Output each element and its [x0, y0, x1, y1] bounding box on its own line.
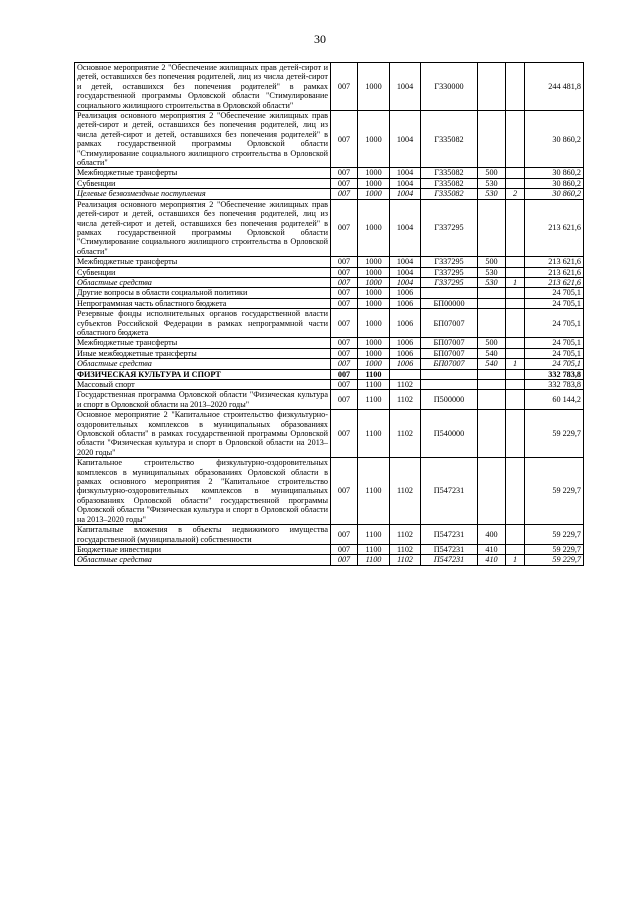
- target-article-code: П547231: [421, 555, 478, 565]
- subsection-code: 1102: [390, 458, 421, 525]
- funding-source-code: [506, 410, 525, 458]
- section-code: 1000: [358, 309, 390, 338]
- table-row: [75, 544, 584, 554]
- expense-type-code: 500: [478, 257, 506, 267]
- subsection-code: 1004: [390, 189, 421, 199]
- expense-type-code: [478, 111, 506, 168]
- funding-source-code: [506, 544, 525, 554]
- section-code: 1100: [358, 458, 390, 525]
- section-code: 1000: [358, 257, 390, 267]
- row-name: Массовый спорт: [75, 380, 331, 390]
- ved-code: 007: [331, 359, 358, 369]
- table-row: [75, 257, 584, 267]
- amount: 24 705,1: [525, 309, 584, 338]
- row-name: Целевые безвозмездные поступления: [75, 189, 331, 199]
- section-code: 1000: [358, 338, 390, 348]
- funding-source-code: [506, 168, 525, 178]
- ved-code: 007: [331, 458, 358, 525]
- amount: 59 229,7: [525, 458, 584, 525]
- row-name: Резервные фонды исполнительных органов государственной власти субъектов Российской Федерации в рамках непрограммной части областного бюджета: [75, 309, 331, 338]
- table-row: [75, 458, 584, 525]
- target-article-code: П540000: [421, 410, 478, 458]
- section-code: 1000: [358, 63, 390, 111]
- expense-type-code: 530: [478, 178, 506, 188]
- expense-type-code: [478, 309, 506, 338]
- amount: 213 621,6: [525, 267, 584, 277]
- funding-source-code: [506, 525, 525, 545]
- ved-code: 007: [331, 288, 358, 298]
- row-name: Областные средства: [75, 277, 331, 287]
- amount: 30 860,2: [525, 168, 584, 178]
- row-name: Субвенции: [75, 178, 331, 188]
- section-code: 1100: [358, 369, 390, 379]
- ved-code: 007: [331, 257, 358, 267]
- expense-type-code: 400: [478, 525, 506, 545]
- row-name: Областные средства: [75, 555, 331, 565]
- target-article-code: П547231: [421, 458, 478, 525]
- expense-type-code: 500: [478, 168, 506, 178]
- table-row: [75, 178, 584, 188]
- subsection-code: 1004: [390, 199, 421, 256]
- subsection-code: 1006: [390, 338, 421, 348]
- expense-type-code: 500: [478, 338, 506, 348]
- expense-type-code: [478, 288, 506, 298]
- subsection-code: 1004: [390, 63, 421, 111]
- section-code: 1000: [358, 111, 390, 168]
- ved-code: 007: [331, 298, 358, 308]
- expense-type-code: [478, 63, 506, 111]
- target-article-code: Г337295: [421, 277, 478, 287]
- section-code: 1000: [358, 267, 390, 277]
- ved-code: 007: [331, 309, 358, 338]
- ved-code: 007: [331, 369, 358, 379]
- funding-source-code: [506, 298, 525, 308]
- row-name: Межбюджетные трансферты: [75, 338, 331, 348]
- expense-type-code: [478, 199, 506, 256]
- section-code: 1000: [358, 168, 390, 178]
- ved-code: 007: [331, 555, 358, 565]
- funding-source-code: [506, 111, 525, 168]
- subsection-code: [390, 369, 421, 379]
- row-name: Межбюджетные трансферты: [75, 257, 331, 267]
- funding-source-code: [506, 348, 525, 358]
- section-code: 1100: [358, 390, 390, 410]
- ved-code: 007: [331, 525, 358, 545]
- table-row: [75, 380, 584, 390]
- table-row: [75, 359, 584, 369]
- target-article-code: П500000: [421, 390, 478, 410]
- ved-code: 007: [331, 380, 358, 390]
- expense-type-code: 530: [478, 189, 506, 199]
- ved-code: 007: [331, 267, 358, 277]
- amount: 332 783,8: [525, 380, 584, 390]
- table-row: [75, 369, 584, 379]
- row-name: ФИЗИЧЕСКАЯ КУЛЬТУРА И СПОРТ: [75, 369, 331, 379]
- funding-source-code: 2: [506, 189, 525, 199]
- target-article-code: Г335082: [421, 168, 478, 178]
- row-name: Реализация основного мероприятия 2 "Обеспечение жилищных прав детей-сирот и детей, оставшихся без попечения родителей, лиц из числа детей-сирот и детей, оставшихся без попечения родителей" в рамках государственной программы Орловской области "Стимулирование социального жилищного строительства в Орловской области": [75, 111, 331, 168]
- funding-source-code: [506, 458, 525, 525]
- subsection-code: 1006: [390, 309, 421, 338]
- amount: 24 705,1: [525, 338, 584, 348]
- amount: 59 229,7: [525, 525, 584, 545]
- subsection-code: 1102: [390, 410, 421, 458]
- funding-source-code: [506, 309, 525, 338]
- table-row: [75, 199, 584, 256]
- table-row: [75, 63, 584, 111]
- section-code: 1000: [358, 189, 390, 199]
- target-article-code: Г337295: [421, 199, 478, 256]
- target-article-code: БП00000: [421, 298, 478, 308]
- subsection-code: 1102: [390, 525, 421, 545]
- target-article-code: [421, 369, 478, 379]
- expense-type-code: [478, 369, 506, 379]
- section-code: 1000: [358, 178, 390, 188]
- row-name: Капитальное строительство физкультурно-оздоровительных комплексов в муниципальных образованиях Орловской области в рамках основного мероприятия 2 "Капитальное строительство физкультурно-оздоровительных комплексов в муниципальных образованиях Орловской области" государственной программы Орловской области "Физическая культура и спорт в Орловской области на 2013–2020 годы": [75, 458, 331, 525]
- subsection-code: 1006: [390, 288, 421, 298]
- target-article-code: Г330000: [421, 63, 478, 111]
- amount: 213 621,6: [525, 257, 584, 267]
- amount: 59 229,7: [525, 410, 584, 458]
- subsection-code: 1102: [390, 380, 421, 390]
- funding-source-code: [506, 369, 525, 379]
- amount: 30 860,2: [525, 189, 584, 199]
- amount: 59 229,7: [525, 544, 584, 554]
- row-name: Субвенции: [75, 267, 331, 277]
- funding-source-code: [506, 257, 525, 267]
- row-name: Основное мероприятие 2 "Капитальное строительство физкультурно-оздоровительных комплексов в муниципальных образованиях Орловской области" в рамках государственной программы Орловской области "Физическая культура и спорт в Орловской области на 2013–2020 годы": [75, 410, 331, 458]
- subsection-code: 1004: [390, 178, 421, 188]
- ved-code: 007: [331, 348, 358, 358]
- section-code: 1000: [358, 199, 390, 256]
- section-code: 1100: [358, 544, 390, 554]
- expense-type-code: 410: [478, 555, 506, 565]
- funding-source-code: [506, 288, 525, 298]
- ved-code: 007: [331, 410, 358, 458]
- subsection-code: 1004: [390, 267, 421, 277]
- amount: 213 621,6: [525, 277, 584, 287]
- table-row: [75, 309, 584, 338]
- expense-type-code: [478, 458, 506, 525]
- table-row: [75, 390, 584, 410]
- amount: 24 705,1: [525, 359, 584, 369]
- table-row: [75, 298, 584, 308]
- expense-type-code: 410: [478, 544, 506, 554]
- target-article-code: БП07007: [421, 348, 478, 358]
- row-name: Бюджетные инвестиции: [75, 544, 331, 554]
- target-article-code: БП07007: [421, 338, 478, 348]
- amount: 60 144,2: [525, 390, 584, 410]
- subsection-code: 1102: [390, 544, 421, 554]
- subsection-code: 1004: [390, 257, 421, 267]
- section-code: 1000: [358, 277, 390, 287]
- target-article-code: Г335082: [421, 178, 478, 188]
- row-name: Реализация основного мероприятия 2 "Обеспечение жилищных прав детей-сирот и детей, оставшихся без попечения родителей, лиц из числа детей-сирот и детей, оставшихся без попечения родителей" в рамках государственной программы Орловской области "Стимулирование социального жилищного строительства в Орловской области": [75, 199, 331, 256]
- target-article-code: П547231: [421, 544, 478, 554]
- section-code: 1100: [358, 410, 390, 458]
- ved-code: 007: [331, 199, 358, 256]
- section-code: 1100: [358, 525, 390, 545]
- expense-type-code: 530: [478, 277, 506, 287]
- target-article-code: Г335082: [421, 111, 478, 168]
- table-row: [75, 525, 584, 545]
- ved-code: 007: [331, 178, 358, 188]
- amount: 24 705,1: [525, 348, 584, 358]
- table-row: [75, 277, 584, 287]
- subsection-code: 1006: [390, 298, 421, 308]
- row-name: Непрограммная часть областного бюджета: [75, 298, 331, 308]
- amount: 30 860,2: [525, 178, 584, 188]
- ved-code: 007: [331, 390, 358, 410]
- section-code: 1100: [358, 555, 390, 565]
- funding-source-code: [506, 178, 525, 188]
- subsection-code: 1006: [390, 348, 421, 358]
- funding-source-code: [506, 338, 525, 348]
- target-article-code: Г337295: [421, 257, 478, 267]
- target-article-code: БП07007: [421, 359, 478, 369]
- table-row: [75, 555, 584, 565]
- row-name: Капитальные вложения в объекты недвижимого имущества государственной (муниципальной) собственности: [75, 525, 331, 545]
- amount: 30 860,2: [525, 111, 584, 168]
- ved-code: 007: [331, 277, 358, 287]
- funding-source-code: 1: [506, 277, 525, 287]
- subsection-code: 1102: [390, 390, 421, 410]
- amount: 244 481,8: [525, 63, 584, 111]
- subsection-code: 1004: [390, 277, 421, 287]
- ved-code: 007: [331, 111, 358, 168]
- target-article-code: П547231: [421, 525, 478, 545]
- ved-code: 007: [331, 63, 358, 111]
- target-article-code: [421, 380, 478, 390]
- table-body: [75, 63, 584, 566]
- amount: 59 229,7: [525, 555, 584, 565]
- table-row: [75, 348, 584, 358]
- amount: 332 783,8: [525, 369, 584, 379]
- ved-code: 007: [331, 338, 358, 348]
- table-row: [75, 267, 584, 277]
- section-code: 1000: [358, 298, 390, 308]
- table-row: [75, 410, 584, 458]
- funding-source-code: [506, 380, 525, 390]
- expense-type-code: [478, 410, 506, 458]
- funding-source-code: [506, 267, 525, 277]
- expense-type-code: [478, 298, 506, 308]
- ved-code: 007: [331, 544, 358, 554]
- row-name: Иные межбюджетные трансферты: [75, 348, 331, 358]
- expense-type-code: [478, 390, 506, 410]
- table-row: [75, 168, 584, 178]
- subsection-code: 1004: [390, 111, 421, 168]
- funding-source-code: [506, 199, 525, 256]
- ved-code: 007: [331, 189, 358, 199]
- section-code: 1000: [358, 359, 390, 369]
- budget-table: [74, 62, 584, 566]
- target-article-code: Г335082: [421, 189, 478, 199]
- amount: 24 705,1: [525, 298, 584, 308]
- row-name: Основное мероприятие 2 "Обеспечение жилищных прав детей-сирот и детей, оставшихся без попечения родителей, лиц из числа детей-сирот и детей, оставшихся без попечения родителей" в рамках государственной программы Орловской области "Стимулирование социального жилищного строительства в Орловской области": [75, 63, 331, 111]
- expense-type-code: 540: [478, 359, 506, 369]
- table-row: [75, 338, 584, 348]
- subsection-code: 1102: [390, 555, 421, 565]
- expense-type-code: 540: [478, 348, 506, 358]
- funding-source-code: 1: [506, 359, 525, 369]
- table-row: [75, 189, 584, 199]
- ved-code: 007: [331, 168, 358, 178]
- target-article-code: [421, 288, 478, 298]
- table-row: [75, 111, 584, 168]
- row-name: Другие вопросы в области социальной политики: [75, 288, 331, 298]
- table-row: [75, 288, 584, 298]
- section-code: 1100: [358, 380, 390, 390]
- subsection-code: 1004: [390, 168, 421, 178]
- expense-type-code: 530: [478, 267, 506, 277]
- funding-source-code: [506, 390, 525, 410]
- section-code: 1000: [358, 348, 390, 358]
- amount: 24 705,1: [525, 288, 584, 298]
- amount: 213 621,6: [525, 199, 584, 256]
- row-name: Областные средства: [75, 359, 331, 369]
- row-name: Межбюджетные трансферты: [75, 168, 331, 178]
- row-name: Государственная программа Орловской области "Физическая культура и спорт в Орловской области на 2013–2020 годы": [75, 390, 331, 410]
- target-article-code: Г337295: [421, 267, 478, 277]
- funding-source-code: 1: [506, 555, 525, 565]
- target-article-code: БП07007: [421, 309, 478, 338]
- subsection-code: 1006: [390, 359, 421, 369]
- page-number: 30: [314, 32, 326, 46]
- section-code: 1000: [358, 288, 390, 298]
- funding-source-code: [506, 63, 525, 111]
- expense-type-code: [478, 380, 506, 390]
